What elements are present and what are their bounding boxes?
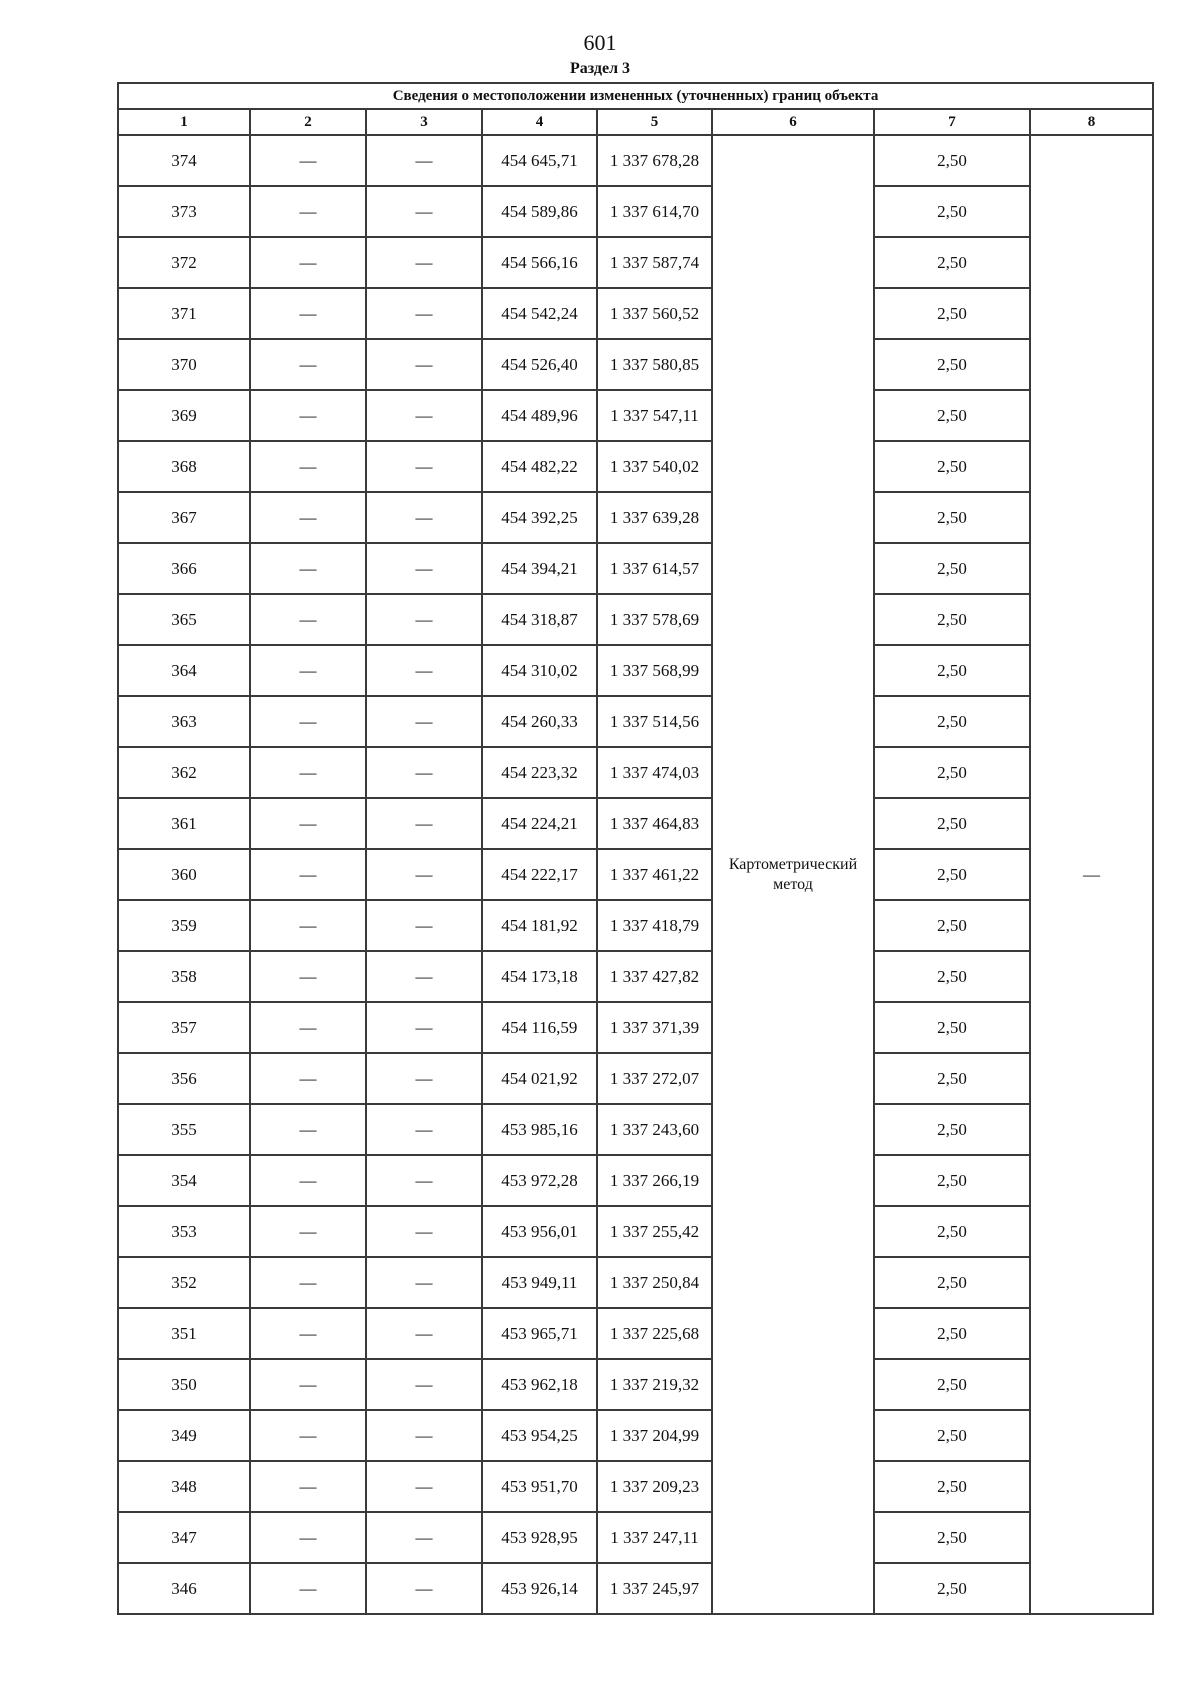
column-3-cell: — bbox=[366, 1002, 482, 1053]
y-coordinate-cell: 1 337 204,99 bbox=[597, 1410, 712, 1461]
point-number-cell: 374 bbox=[118, 135, 250, 186]
column-2-cell: — bbox=[250, 900, 366, 951]
point-number-cell: 362 bbox=[118, 747, 250, 798]
accuracy-cell: 2,50 bbox=[874, 441, 1030, 492]
column-3-cell: — bbox=[366, 1206, 482, 1257]
column-2-cell: — bbox=[250, 951, 366, 1002]
column-header-1: 1 bbox=[118, 109, 250, 135]
table-row bbox=[118, 186, 1153, 237]
column-3-cell: — bbox=[366, 1053, 482, 1104]
y-coordinate-cell: 1 337 639,28 bbox=[597, 492, 712, 543]
table-row bbox=[118, 441, 1153, 492]
column-3-cell: — bbox=[366, 1104, 482, 1155]
point-number-cell: 351 bbox=[118, 1308, 250, 1359]
column-3-cell: — bbox=[366, 1512, 482, 1563]
column-2-cell: — bbox=[250, 1308, 366, 1359]
accuracy-cell: 2,50 bbox=[874, 186, 1030, 237]
column-2-cell: — bbox=[250, 441, 366, 492]
point-number-cell: 348 bbox=[118, 1461, 250, 1512]
column-2-cell: — bbox=[250, 1512, 366, 1563]
table-row bbox=[118, 1410, 1153, 1461]
column-2-cell: — bbox=[250, 288, 366, 339]
table-row bbox=[118, 849, 1153, 900]
column-3-cell: — bbox=[366, 1410, 482, 1461]
accuracy-cell: 2,50 bbox=[874, 135, 1030, 186]
accuracy-cell: 2,50 bbox=[874, 1206, 1030, 1257]
point-number-cell: 373 bbox=[118, 186, 250, 237]
point-number-cell: 364 bbox=[118, 645, 250, 696]
accuracy-cell: 2,50 bbox=[874, 849, 1030, 900]
column-2-cell: — bbox=[250, 1206, 366, 1257]
x-coordinate-cell: 454 318,87 bbox=[482, 594, 597, 645]
point-number-cell: 371 bbox=[118, 288, 250, 339]
y-coordinate-cell: 1 337 245,97 bbox=[597, 1563, 712, 1614]
column-2-cell: — bbox=[250, 1257, 366, 1308]
y-coordinate-cell: 1 337 243,60 bbox=[597, 1104, 712, 1155]
column-3-cell: — bbox=[366, 696, 482, 747]
accuracy-cell: 2,50 bbox=[874, 339, 1030, 390]
point-number-cell: 354 bbox=[118, 1155, 250, 1206]
column-number-row bbox=[118, 109, 1153, 135]
y-coordinate-cell: 1 337 678,28 bbox=[597, 135, 712, 186]
x-coordinate-cell: 454 223,32 bbox=[482, 747, 597, 798]
table-row bbox=[118, 645, 1153, 696]
y-coordinate-cell: 1 337 547,11 bbox=[597, 390, 712, 441]
x-coordinate-cell: 454 489,96 bbox=[482, 390, 597, 441]
accuracy-cell: 2,50 bbox=[874, 1359, 1030, 1410]
boundary-coordinates-table bbox=[117, 82, 1154, 1615]
y-coordinate-cell: 1 337 580,85 bbox=[597, 339, 712, 390]
accuracy-cell: 2,50 bbox=[874, 492, 1030, 543]
x-coordinate-cell: 454 021,92 bbox=[482, 1053, 597, 1104]
column-3-cell: — bbox=[366, 1563, 482, 1614]
y-coordinate-cell: 1 337 587,74 bbox=[597, 237, 712, 288]
table-row bbox=[118, 1155, 1153, 1206]
point-number-cell: 366 bbox=[118, 543, 250, 594]
y-coordinate-cell: 1 337 614,70 bbox=[597, 186, 712, 237]
column-2-cell: — bbox=[250, 492, 366, 543]
table-title: Сведения о местоположении измененных (уточненных) границ объекта bbox=[118, 83, 1153, 109]
point-number-cell: 359 bbox=[118, 900, 250, 951]
table-row bbox=[118, 135, 1153, 186]
table-row bbox=[118, 492, 1153, 543]
point-number-cell: 349 bbox=[118, 1410, 250, 1461]
table-row bbox=[118, 1359, 1153, 1410]
accuracy-cell: 2,50 bbox=[874, 1308, 1030, 1359]
x-coordinate-cell: 454 224,21 bbox=[482, 798, 597, 849]
column-3-cell: — bbox=[366, 339, 482, 390]
column-header-7: 7 bbox=[874, 109, 1030, 135]
section-title: Раздел 3 bbox=[569, 60, 631, 77]
x-coordinate-cell: 454 526,40 bbox=[482, 339, 597, 390]
accuracy-cell: 2,50 bbox=[874, 1461, 1030, 1512]
column-3-cell: — bbox=[366, 237, 482, 288]
column-8-cell: — bbox=[1030, 135, 1153, 1614]
point-number-cell: 361 bbox=[118, 798, 250, 849]
accuracy-cell: 2,50 bbox=[874, 1563, 1030, 1614]
table-row bbox=[118, 390, 1153, 441]
accuracy-cell: 2,50 bbox=[874, 696, 1030, 747]
method-cell: Картометрический метод bbox=[712, 135, 874, 1614]
accuracy-cell: 2,50 bbox=[874, 1257, 1030, 1308]
x-coordinate-cell: 453 928,95 bbox=[482, 1512, 597, 1563]
point-number-cell: 372 bbox=[118, 237, 250, 288]
x-coordinate-cell: 454 222,17 bbox=[482, 849, 597, 900]
column-2-cell: — bbox=[250, 1155, 366, 1206]
column-header-2: 2 bbox=[250, 109, 366, 135]
y-coordinate-cell: 1 337 540,02 bbox=[597, 441, 712, 492]
accuracy-cell: 2,50 bbox=[874, 798, 1030, 849]
y-coordinate-cell: 1 337 255,42 bbox=[597, 1206, 712, 1257]
column-3-cell: — bbox=[366, 747, 482, 798]
column-2-cell: — bbox=[250, 849, 366, 900]
accuracy-cell: 2,50 bbox=[874, 645, 1030, 696]
column-3-cell: — bbox=[366, 390, 482, 441]
accuracy-cell: 2,50 bbox=[874, 288, 1030, 339]
column-3-cell: — bbox=[366, 1359, 482, 1410]
x-coordinate-cell: 454 260,33 bbox=[482, 696, 597, 747]
accuracy-cell: 2,50 bbox=[874, 1155, 1030, 1206]
table-row bbox=[118, 543, 1153, 594]
column-3-cell: — bbox=[366, 135, 482, 186]
accuracy-cell: 2,50 bbox=[874, 237, 1030, 288]
point-number-cell: 350 bbox=[118, 1359, 250, 1410]
table-row bbox=[118, 747, 1153, 798]
column-header-8: 8 bbox=[1030, 109, 1153, 135]
y-coordinate-cell: 1 337 272,07 bbox=[597, 1053, 712, 1104]
column-header-5: 5 bbox=[597, 109, 712, 135]
column-2-cell: — bbox=[250, 1053, 366, 1104]
column-2-cell: — bbox=[250, 1461, 366, 1512]
column-3-cell: — bbox=[366, 900, 482, 951]
y-coordinate-cell: 1 337 514,56 bbox=[597, 696, 712, 747]
accuracy-cell: 2,50 bbox=[874, 1002, 1030, 1053]
table-row bbox=[118, 288, 1153, 339]
column-2-cell: — bbox=[250, 543, 366, 594]
column-3-cell: — bbox=[366, 186, 482, 237]
column-3-cell: — bbox=[366, 543, 482, 594]
column-2-cell: — bbox=[250, 186, 366, 237]
column-3-cell: — bbox=[366, 594, 482, 645]
y-coordinate-cell: 1 337 250,84 bbox=[597, 1257, 712, 1308]
point-number-cell: 356 bbox=[118, 1053, 250, 1104]
table-row bbox=[118, 1461, 1153, 1512]
column-2-cell: — bbox=[250, 798, 366, 849]
y-coordinate-cell: 1 337 474,03 bbox=[597, 747, 712, 798]
point-number-cell: 360 bbox=[118, 849, 250, 900]
x-coordinate-cell: 454 310,02 bbox=[482, 645, 597, 696]
column-2-cell: — bbox=[250, 135, 366, 186]
x-coordinate-cell: 454 589,86 bbox=[482, 186, 597, 237]
accuracy-cell: 2,50 bbox=[874, 390, 1030, 441]
x-coordinate-cell: 453 956,01 bbox=[482, 1206, 597, 1257]
table-row bbox=[118, 1002, 1153, 1053]
column-2-cell: — bbox=[250, 1104, 366, 1155]
table-row bbox=[118, 696, 1153, 747]
column-2-cell: — bbox=[250, 1002, 366, 1053]
x-coordinate-cell: 454 645,71 bbox=[482, 135, 597, 186]
y-coordinate-cell: 1 337 427,82 bbox=[597, 951, 712, 1002]
x-coordinate-cell: 454 181,92 bbox=[482, 900, 597, 951]
point-number-cell: 368 bbox=[118, 441, 250, 492]
accuracy-cell: 2,50 bbox=[874, 1512, 1030, 1563]
point-number-cell: 347 bbox=[118, 1512, 250, 1563]
x-coordinate-cell: 454 566,16 bbox=[482, 237, 597, 288]
accuracy-cell: 2,50 bbox=[874, 951, 1030, 1002]
column-3-cell: — bbox=[366, 1155, 482, 1206]
y-coordinate-cell: 1 337 371,39 bbox=[597, 1002, 712, 1053]
y-coordinate-cell: 1 337 247,11 bbox=[597, 1512, 712, 1563]
point-number-cell: 358 bbox=[118, 951, 250, 1002]
column-header-3: 3 bbox=[366, 109, 482, 135]
x-coordinate-cell: 453 949,11 bbox=[482, 1257, 597, 1308]
column-2-cell: — bbox=[250, 339, 366, 390]
column-3-cell: — bbox=[366, 849, 482, 900]
table-row bbox=[118, 1104, 1153, 1155]
accuracy-cell: 2,50 bbox=[874, 1410, 1030, 1461]
table-row bbox=[118, 1563, 1153, 1614]
y-coordinate-cell: 1 337 614,57 bbox=[597, 543, 712, 594]
table-row bbox=[118, 798, 1153, 849]
x-coordinate-cell: 453 954,25 bbox=[482, 1410, 597, 1461]
point-number-cell: 346 bbox=[118, 1563, 250, 1614]
y-coordinate-cell: 1 337 418,79 bbox=[597, 900, 712, 951]
accuracy-cell: 2,50 bbox=[874, 1053, 1030, 1104]
table-row bbox=[118, 900, 1153, 951]
table-row bbox=[118, 339, 1153, 390]
column-header-6: 6 bbox=[712, 109, 874, 135]
column-3-cell: — bbox=[366, 441, 482, 492]
column-2-cell: — bbox=[250, 1410, 366, 1461]
column-2-cell: — bbox=[250, 696, 366, 747]
boundary-table-container bbox=[117, 82, 1152, 1615]
table-row bbox=[118, 237, 1153, 288]
y-coordinate-cell: 1 337 461,22 bbox=[597, 849, 712, 900]
table-title-row bbox=[118, 83, 1153, 109]
table-row bbox=[118, 1206, 1153, 1257]
point-number-cell: 369 bbox=[118, 390, 250, 441]
x-coordinate-cell: 453 985,16 bbox=[482, 1104, 597, 1155]
table-row bbox=[118, 1308, 1153, 1359]
table-body bbox=[118, 135, 1153, 1614]
column-2-cell: — bbox=[250, 390, 366, 441]
accuracy-cell: 2,50 bbox=[874, 747, 1030, 798]
x-coordinate-cell: 453 965,71 bbox=[482, 1308, 597, 1359]
table-row bbox=[118, 594, 1153, 645]
point-number-cell: 353 bbox=[118, 1206, 250, 1257]
point-number-cell: 352 bbox=[118, 1257, 250, 1308]
column-3-cell: — bbox=[366, 288, 482, 339]
column-2-cell: — bbox=[250, 1359, 366, 1410]
table-row bbox=[118, 1053, 1153, 1104]
y-coordinate-cell: 1 337 266,19 bbox=[597, 1155, 712, 1206]
x-coordinate-cell: 453 962,18 bbox=[482, 1359, 597, 1410]
column-2-cell: — bbox=[250, 747, 366, 798]
point-number-cell: 370 bbox=[118, 339, 250, 390]
y-coordinate-cell: 1 337 560,52 bbox=[597, 288, 712, 339]
table-row bbox=[118, 1257, 1153, 1308]
x-coordinate-cell: 454 116,59 bbox=[482, 1002, 597, 1053]
x-coordinate-cell: 454 482,22 bbox=[482, 441, 597, 492]
x-coordinate-cell: 454 392,25 bbox=[482, 492, 597, 543]
point-number-cell: 367 bbox=[118, 492, 250, 543]
x-coordinate-cell: 453 972,28 bbox=[482, 1155, 597, 1206]
accuracy-cell: 2,50 bbox=[874, 1104, 1030, 1155]
column-3-cell: — bbox=[366, 492, 482, 543]
y-coordinate-cell: 1 337 464,83 bbox=[597, 798, 712, 849]
column-3-cell: — bbox=[366, 798, 482, 849]
column-2-cell: — bbox=[250, 594, 366, 645]
accuracy-cell: 2,50 bbox=[874, 594, 1030, 645]
column-3-cell: — bbox=[366, 951, 482, 1002]
table-row bbox=[118, 951, 1153, 1002]
column-3-cell: — bbox=[366, 1257, 482, 1308]
column-2-cell: — bbox=[250, 1563, 366, 1614]
point-number-cell: 365 bbox=[118, 594, 250, 645]
accuracy-cell: 2,50 bbox=[874, 543, 1030, 594]
y-coordinate-cell: 1 337 578,69 bbox=[597, 594, 712, 645]
x-coordinate-cell: 453 926,14 bbox=[482, 1563, 597, 1614]
point-number-cell: 355 bbox=[118, 1104, 250, 1155]
column-header-4: 4 bbox=[482, 109, 597, 135]
column-2-cell: — bbox=[250, 237, 366, 288]
page-number: 601 bbox=[583, 30, 617, 55]
column-3-cell: — bbox=[366, 645, 482, 696]
x-coordinate-cell: 453 951,70 bbox=[482, 1461, 597, 1512]
y-coordinate-cell: 1 337 568,99 bbox=[597, 645, 712, 696]
y-coordinate-cell: 1 337 219,32 bbox=[597, 1359, 712, 1410]
x-coordinate-cell: 454 394,21 bbox=[482, 543, 597, 594]
x-coordinate-cell: 454 542,24 bbox=[482, 288, 597, 339]
column-2-cell: — bbox=[250, 645, 366, 696]
accuracy-cell: 2,50 bbox=[874, 900, 1030, 951]
point-number-cell: 363 bbox=[118, 696, 250, 747]
table-row bbox=[118, 1512, 1153, 1563]
x-coordinate-cell: 454 173,18 bbox=[482, 951, 597, 1002]
y-coordinate-cell: 1 337 225,68 bbox=[597, 1308, 712, 1359]
column-3-cell: — bbox=[366, 1461, 482, 1512]
y-coordinate-cell: 1 337 209,23 bbox=[597, 1461, 712, 1512]
point-number-cell: 357 bbox=[118, 1002, 250, 1053]
column-3-cell: — bbox=[366, 1308, 482, 1359]
